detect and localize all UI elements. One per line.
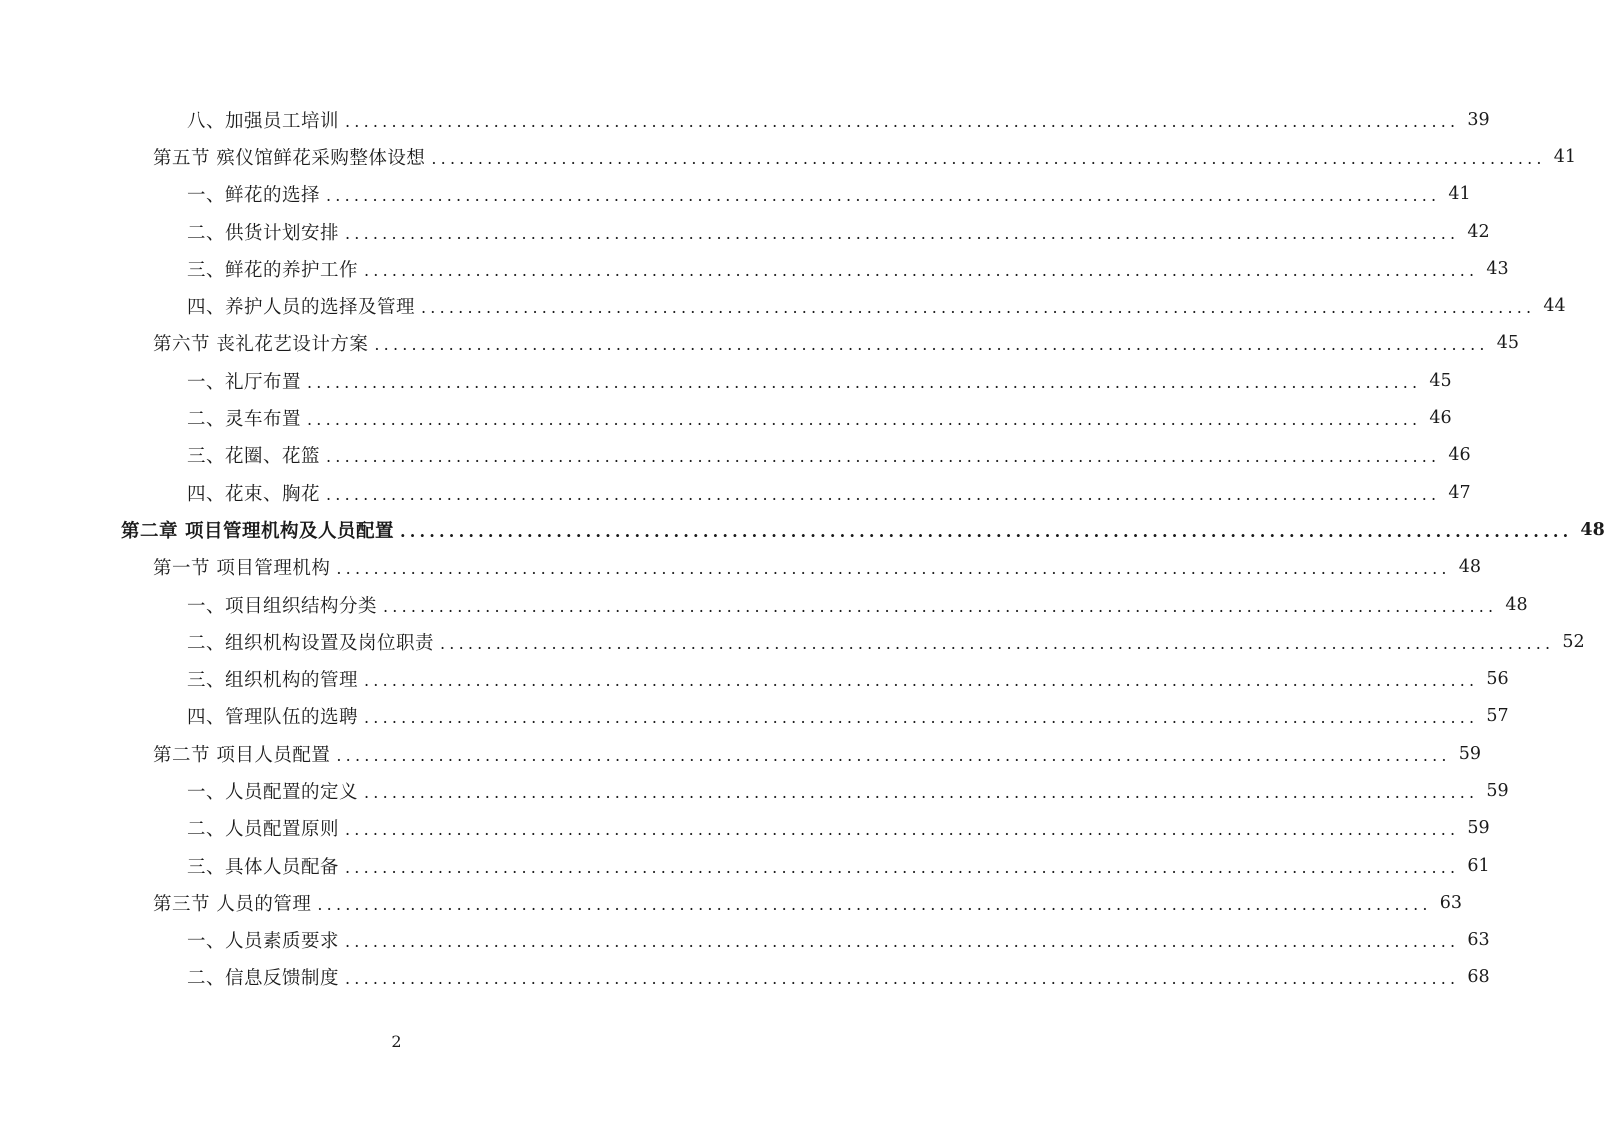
toc-entry-label: 一、礼厅布置 — [187, 371, 302, 393]
toc-entry[interactable] — [0, 623, 1585, 660]
toc-entry[interactable] — [0, 810, 1490, 847]
toc-entry[interactable] — [0, 437, 1471, 474]
toc-leader-dots: ........................................................................................................................ — [336, 559, 1451, 579]
toc-entry-label: 第五节 殡仪馆鲜花采购整体设想 — [153, 147, 426, 169]
toc-entry[interactable] — [0, 511, 1605, 548]
toc-entry-page: 57 — [1486, 706, 1509, 727]
toc-entry-label: 四、养护人员的选择及管理 — [187, 297, 416, 319]
toc-entry[interactable] — [0, 176, 1471, 213]
toc-entry-page: 59 — [1486, 780, 1509, 801]
toc-entry-label: 二、人员配置原则 — [187, 819, 340, 841]
toc-entry-page: 47 — [1448, 482, 1471, 503]
toc-leader-dots: ........................................................................................................................ — [440, 633, 1555, 653]
toc-entry[interactable] — [0, 735, 1481, 772]
toc-entry-label: 二、灵车布置 — [187, 409, 302, 431]
toc-leader-dots: ........................................................................................................................ — [326, 484, 1441, 504]
toc-leader-dots: ........................................................................................................................ — [364, 708, 1479, 728]
toc-leader-dots: ........................................................................................................................ — [431, 148, 1546, 168]
toc-entry[interactable] — [0, 660, 1509, 697]
toc-entry-page: 45 — [1429, 370, 1452, 391]
toc-entry-page: 68 — [1467, 967, 1490, 988]
toc-entry-page: 48 — [1458, 557, 1481, 578]
toc-leader-dots: ........................................................................................................................ — [421, 298, 1536, 318]
toc-entry-label: 四、花束、胸花 — [187, 483, 321, 505]
toc-entry-label: 二、信息反馈制度 — [187, 968, 340, 990]
toc-entry-label: 四、管理队伍的选聘 — [187, 707, 359, 729]
toc-leader-dots: ........................................................................................................................ — [345, 932, 1460, 952]
toc-leader-dots: ........................................................................................................................ — [383, 596, 1498, 616]
toc-entry-page: 41 — [1448, 184, 1471, 205]
toc-entry-page: 44 — [1543, 296, 1566, 317]
toc-leader-dots: ........................................................................................................................ — [399, 521, 1573, 541]
toc-leader-dots: ........................................................................................................................ — [345, 969, 1460, 989]
toc-entry-page: 48 — [1580, 519, 1605, 540]
table-of-contents — [0, 101, 1605, 996]
toc-leader-dots: ........................................................................................................................ — [307, 410, 1422, 430]
toc-entry-label: 一、鲜花的选择 — [187, 185, 321, 207]
toc-entry-page: 63 — [1467, 930, 1490, 951]
toc-entry[interactable] — [0, 959, 1490, 996]
toc-leader-dots: ........................................................................................................................ — [374, 335, 1489, 355]
toc-entry[interactable] — [0, 922, 1490, 959]
toc-leader-dots: ........................................................................................................................ — [364, 671, 1479, 691]
toc-entry-page: 39 — [1467, 109, 1490, 130]
toc-entry[interactable] — [0, 250, 1509, 287]
toc-leader-dots: ........................................................................................................................ — [336, 745, 1451, 765]
toc-entry-label: 第三节 人员的管理 — [153, 893, 312, 915]
toc-entry[interactable] — [0, 884, 1462, 921]
toc-entry-label: 一、项目组织结构分类 — [187, 595, 378, 617]
toc-entry[interactable] — [0, 586, 1528, 623]
toc-entry-page: 56 — [1486, 669, 1509, 690]
toc-entry-label: 三、鲜花的养护工作 — [187, 259, 359, 281]
toc-entry-page: 46 — [1429, 408, 1452, 429]
toc-entry-page: 52 — [1562, 631, 1585, 652]
toc-entry[interactable] — [0, 325, 1519, 362]
toc-entry[interactable] — [0, 101, 1490, 138]
toc-leader-dots: ........................................................................................................................ — [317, 894, 1432, 914]
toc-entry[interactable] — [0, 698, 1509, 735]
page-number: 2 — [391, 1032, 402, 1051]
toc-entry[interactable] — [0, 772, 1509, 809]
toc-entry-label: 一、人员配置的定义 — [187, 781, 359, 803]
toc-entry-page: 42 — [1467, 221, 1490, 242]
toc-leader-dots: ........................................................................................................................ — [345, 820, 1460, 840]
toc-leader-dots: ........................................................................................................................ — [307, 372, 1422, 392]
toc-leader-dots: ........................................................................................................................ — [326, 447, 1441, 467]
toc-entry-page: 59 — [1467, 818, 1490, 839]
toc-entry-label: 一、人员素质要求 — [187, 931, 340, 953]
toc-leader-dots: ........................................................................................................................ — [345, 857, 1460, 877]
toc-entry-label: 第二节 项目人员配置 — [153, 744, 331, 766]
toc-entry-page: 43 — [1486, 258, 1509, 279]
toc-entry-label: 三、具体人员配备 — [187, 856, 340, 878]
toc-entry[interactable] — [0, 362, 1452, 399]
toc-entry-page: 59 — [1458, 743, 1481, 764]
toc-entry-page: 48 — [1505, 594, 1528, 615]
toc-entry-label: 八、加强员工培训 — [187, 110, 340, 132]
toc-entry-label: 二、供货计划安排 — [187, 222, 340, 244]
toc-entry-page: 45 — [1496, 333, 1519, 354]
toc-entry[interactable] — [0, 847, 1490, 884]
toc-leader-dots: ........................................................................................................................ — [345, 223, 1460, 243]
toc-entry[interactable] — [0, 549, 1481, 586]
toc-entry[interactable] — [0, 213, 1490, 250]
toc-leader-dots: ........................................................................................................................ — [326, 186, 1441, 206]
toc-entry-label: 三、组织机构的管理 — [187, 670, 359, 692]
toc-entry[interactable] — [0, 287, 1566, 324]
toc-leader-dots: ........................................................................................................................ — [364, 260, 1479, 280]
toc-entry[interactable] — [0, 138, 1576, 175]
toc-leader-dots: ........................................................................................................................ — [345, 111, 1460, 131]
toc-entry[interactable] — [0, 474, 1471, 511]
toc-entry-label: 第二章 项目管理机构及人员配置 — [121, 520, 394, 542]
toc-entry-label: 第一节 项目管理机构 — [153, 558, 331, 580]
toc-entry-label: 第六节 丧礼花艺设计方案 — [153, 334, 369, 356]
toc-leader-dots: ........................................................................................................................ — [364, 782, 1479, 802]
toc-entry[interactable] — [0, 399, 1452, 436]
toc-entry-label: 二、组织机构设置及岗位职责 — [187, 632, 435, 654]
toc-entry-page: 61 — [1467, 855, 1490, 876]
toc-entry-page: 41 — [1553, 146, 1576, 167]
toc-entry-label: 三、花圈、花篮 — [187, 446, 321, 468]
toc-entry-page: 46 — [1448, 445, 1471, 466]
toc-entry-page: 63 — [1439, 892, 1462, 913]
